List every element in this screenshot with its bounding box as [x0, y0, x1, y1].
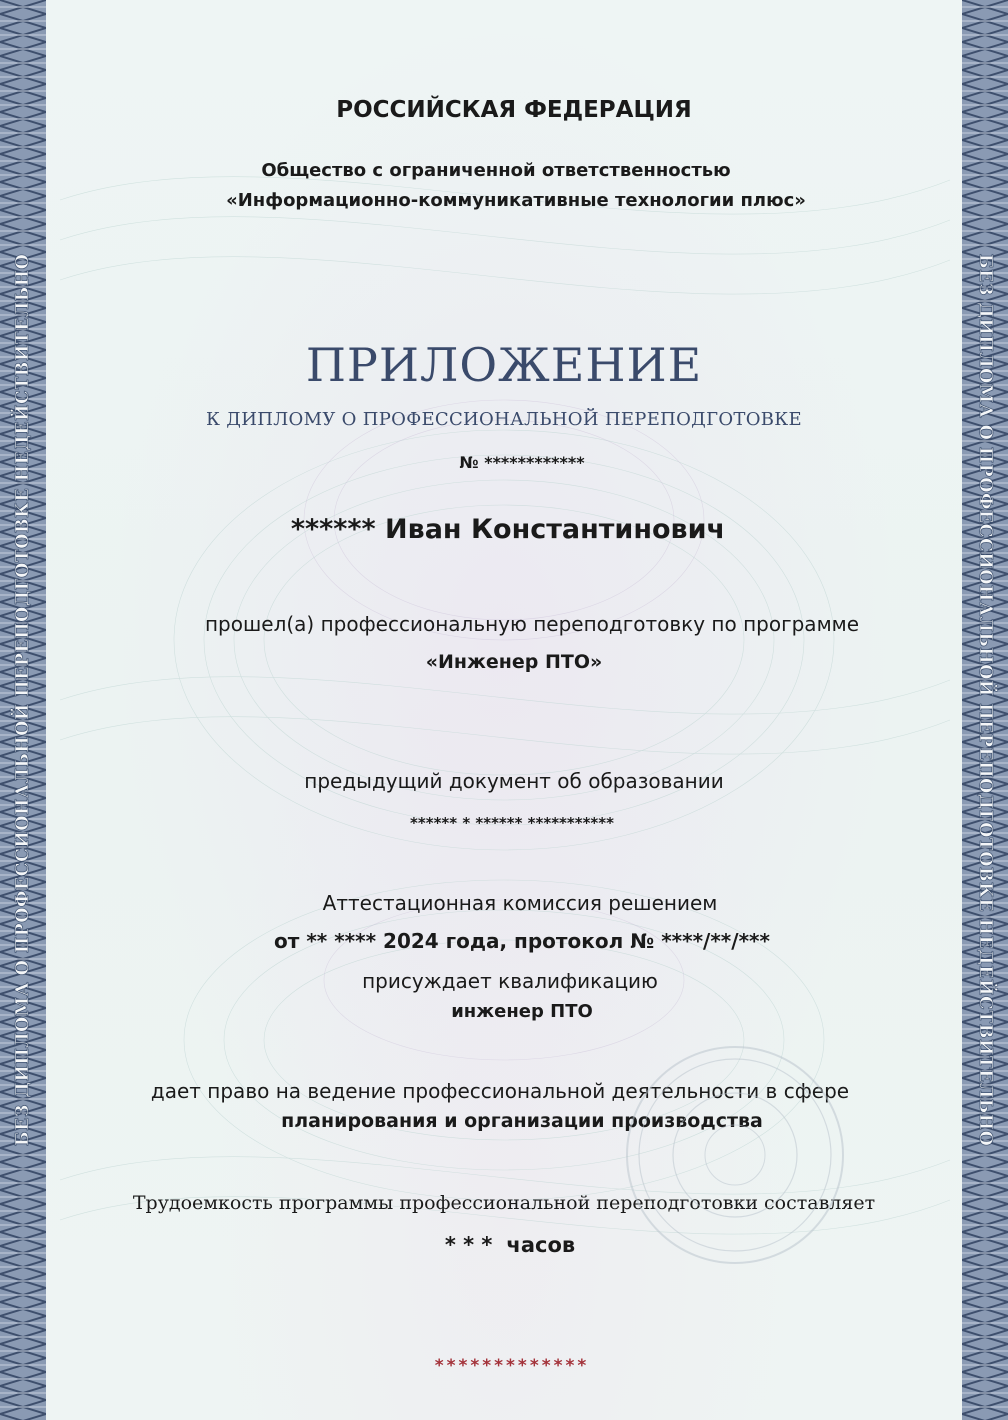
professional-right-text: дает право на ведение профессиональной деятельности в сфере — [150, 1079, 850, 1103]
document-number: № ************ — [459, 453, 585, 472]
qualification-value: инженер ПТО — [451, 1001, 593, 1022]
workload-hours — [6, 1233, 1008, 1257]
hours-unit: часов — [506, 1233, 576, 1257]
document-title: ПРИЛОЖЕНИЕ — [305, 338, 703, 392]
document-subtitle: К ДИПЛОМУ О ПРОФЕССИОНАЛЬНОЙ ПЕРЕПОДГОТОВКЕ — [206, 409, 802, 430]
passed-program-text: прошел(а) профессиональную переподготовку по программе — [204, 612, 860, 636]
commission-label: Аттестационная комиссия решением — [322, 891, 718, 915]
faded-stamp-seal — [622, 1042, 848, 1268]
workload-label: Трудоемкость программы профессиональной переподготовки составляет — [132, 1192, 876, 1214]
organization-type: Общество с ограниченной ответственностью — [261, 160, 731, 181]
hours-value: * * * — [444, 1233, 493, 1257]
serial-number: ************* — [434, 1356, 590, 1376]
organization-name: «Информационно-коммуникативные технологии плюс» — [226, 190, 806, 211]
awards-qualification-label: присуждает квалификацию — [362, 969, 658, 993]
program-name: «Инженер ПТО» — [425, 651, 603, 673]
previous-document-value: ****** * ****** *********** — [410, 814, 614, 832]
country-name: РОССИЙСКАЯ ФЕДЕРАЦИЯ — [336, 97, 692, 123]
commission-decision-date: от ** **** 2024 года, протокол № ****/**/*** — [274, 929, 770, 953]
previous-document-label: предыдущий документ об образовании — [304, 769, 724, 793]
professional-sphere: планирования и организации производства — [281, 1110, 763, 1132]
left-side-warning-text: БЕЗ ДИПЛОМА О ПРОФЕССИОНАЛЬНОЙ ПЕРЕПОДГОТОВКЕ НЕДЕЙСТВИТЕЛЬНО — [13, 253, 33, 1147]
right-side-warning-text: БЕЗ ДИПЛОМА О ПРОФЕССИОНАЛЬНОЙ ПЕРЕПОДГОТОВКЕ НЕДЕЙСТВИТЕЛЬНО — [975, 253, 995, 1147]
holder-full-name: ****** Иван Константинович — [290, 514, 726, 545]
